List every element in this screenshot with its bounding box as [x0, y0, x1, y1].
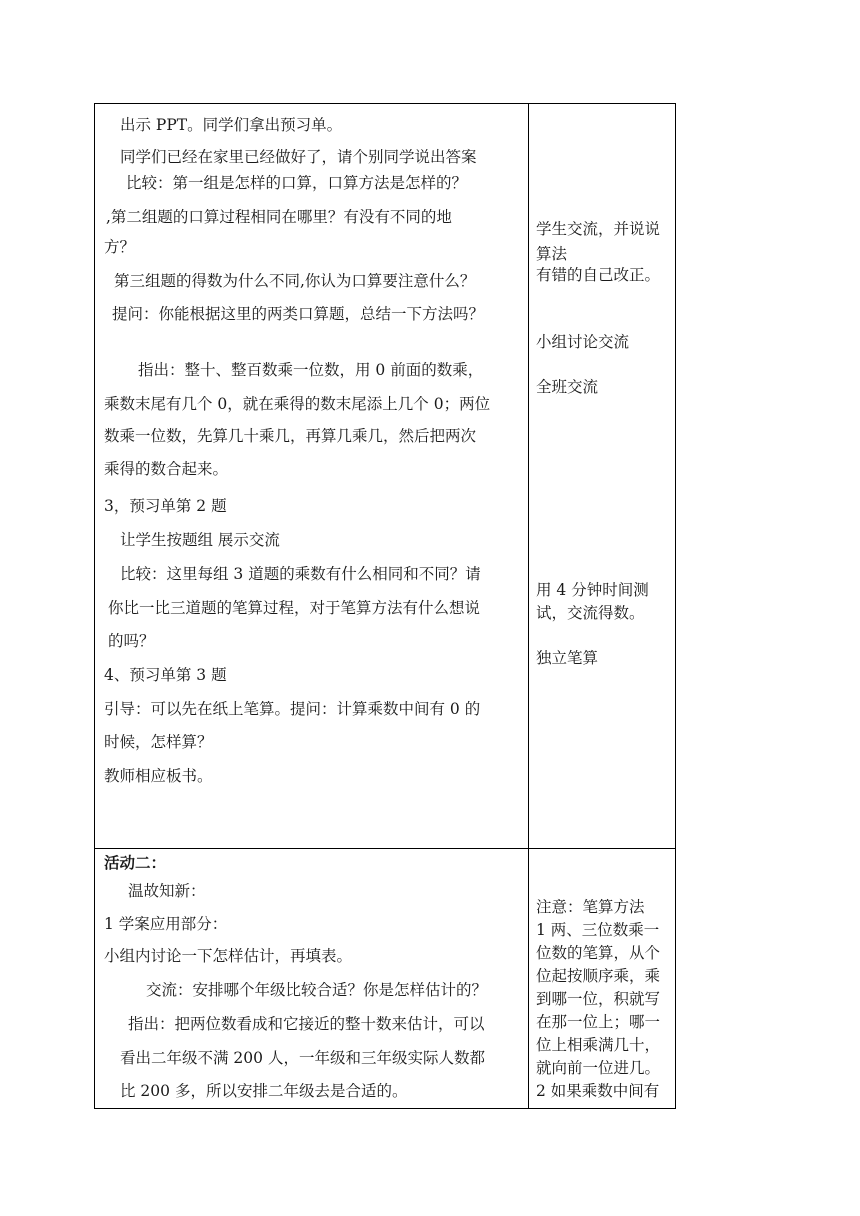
- text-line: 比较：这里每组 3 道题的乘数有什么相同和不同？请: [120, 565, 481, 583]
- text-line: 温故知新：: [128, 882, 206, 900]
- text-line: 乘数末尾有几个 0，就在乘得的数末尾添上几个 0；两位: [104, 395, 491, 413]
- text-line: 位起按顺序乘，乘: [536, 967, 661, 985]
- text-line: 的吗？: [108, 632, 155, 650]
- column-divider: [528, 104, 529, 1108]
- text-line: 指出：把两位数看成和它接近的整十数来估计，可以: [128, 1015, 485, 1033]
- text-line: 用 4 分钟时间测: [536, 581, 649, 599]
- text-line: 2 如果乘数中间有: [536, 1082, 660, 1100]
- text-line: 学生交流，并说说: [536, 220, 661, 238]
- text-line: 方？: [104, 238, 136, 256]
- text-line: 1 两、三位数乘一: [536, 921, 660, 939]
- text-line: 全班交流: [536, 378, 599, 396]
- text-line: 第三组题的得数为什么不同,你认为口算要注意什么？: [114, 272, 476, 290]
- text-line: 教师相应板书。: [104, 767, 213, 785]
- text-line: 比较：第一组是怎样的口算，口算方法是怎样的？: [126, 174, 468, 192]
- text-line: 3，预习单第 2 题: [104, 497, 227, 515]
- text-line: 看出二年级不满 200 人，一年级和三年级实际人数都: [120, 1049, 485, 1067]
- text-line: 提问：你能根据这里的两类口算题，总结一下方法吗？: [112, 305, 485, 323]
- text-line: 试，交流得数。: [536, 604, 645, 622]
- text-line: 1 学案应用部分：: [104, 915, 228, 933]
- text-line: 独立笔算: [536, 649, 599, 667]
- text-line: 4、预习单第 3 题: [104, 666, 227, 684]
- text-line: 比 200 多，所以安排二年级去是合适的。: [120, 1082, 408, 1100]
- text-line: 同学们已经在家里已经做好了，请个别同学说出答案: [120, 148, 477, 166]
- text-line: 位上相乘满几十，: [536, 1036, 661, 1054]
- text-line: 数乘一位数，先算几十乘几，再算几乘几，然后把两次: [104, 427, 477, 445]
- text-line: 你比一比三道题的笔算过程，对于笔算方法有什么想说: [108, 599, 481, 617]
- text-line: 位数的笔算，从个: [536, 944, 661, 962]
- text-line: 引导：可以先在纸上笔算。提问：计算乘数中间有 0 的: [104, 700, 481, 718]
- text-line: 小组内讨论一下怎样估计，再填表。: [104, 947, 353, 965]
- text-line: 小组讨论交流: [536, 333, 630, 351]
- lesson-plan-table: [94, 103, 676, 1109]
- text-line: 注意：笔算方法: [536, 898, 645, 916]
- row-divider: [95, 848, 675, 849]
- activity-heading: 活动二：: [104, 853, 167, 872]
- text-line: 出示 PPT。同学们拿出预习单。: [120, 116, 343, 134]
- text-line: 时候，怎样算？: [104, 733, 213, 751]
- text-line: 算法: [536, 245, 568, 263]
- text-line: 有错的自己改正。: [536, 266, 661, 284]
- text-line: ,第二组题的口算过程相同在哪里？有没有不同的地: [106, 208, 452, 226]
- text-line: 让学生按题组 展示交流: [120, 531, 280, 549]
- text-line: 就向前一位进几。: [536, 1059, 661, 1077]
- text-line: 乘得的数合起来。: [104, 460, 229, 478]
- text-line: 在那一位上；哪一: [536, 1013, 661, 1031]
- text-line: 交流：安排哪个年级比较合适？你是怎样估计的？: [146, 981, 488, 999]
- text-line: 到哪一位，积就写: [536, 990, 661, 1008]
- text-line: 指出：整十、整百数乘一位数，用 0 前面的数乘，: [138, 361, 484, 379]
